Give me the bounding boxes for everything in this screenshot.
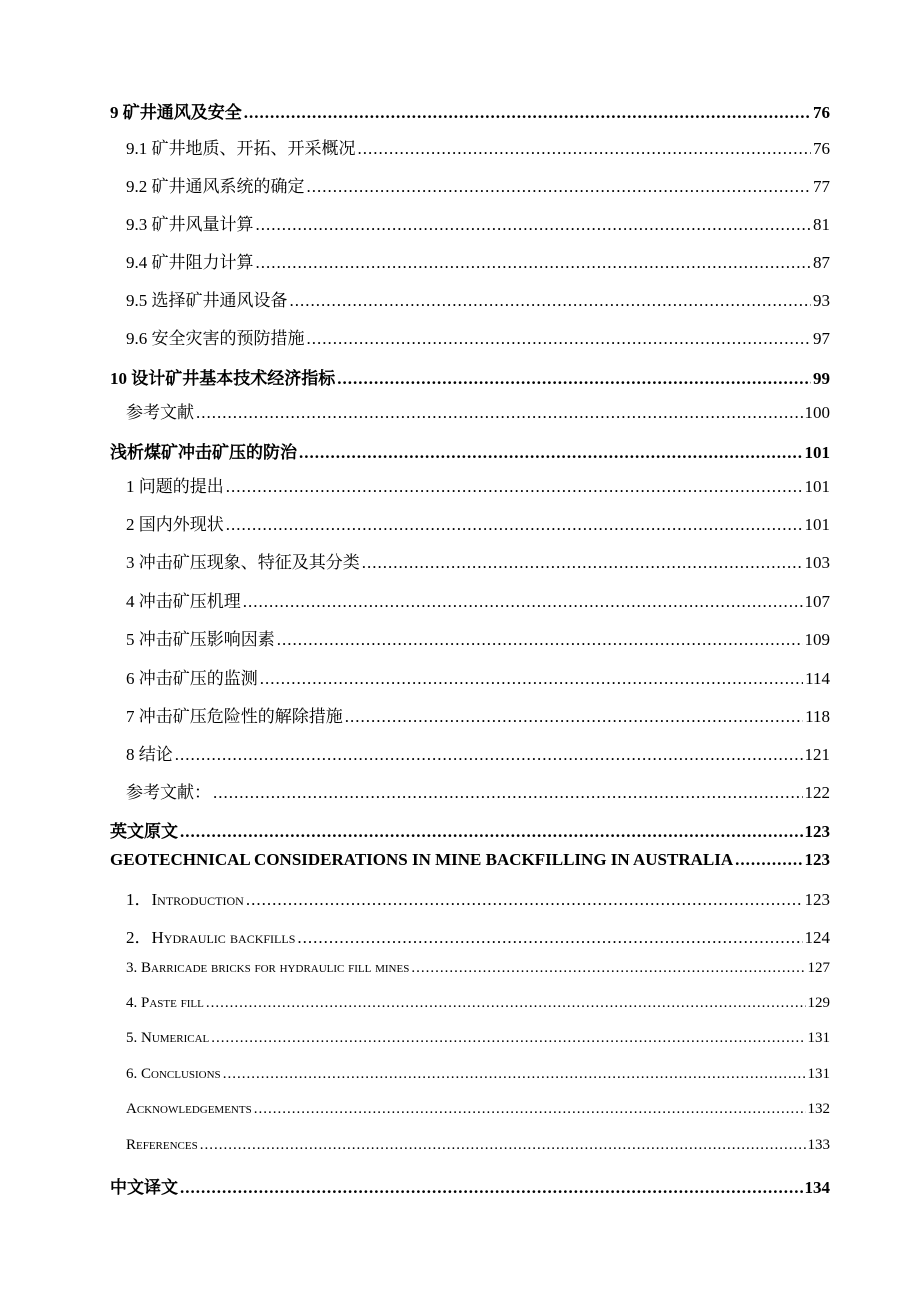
toc-entry-label: 6 冲击矿压的监测 xyxy=(126,669,258,688)
dot-leader xyxy=(180,822,803,842)
toc-entry[interactable] xyxy=(0,740,920,764)
dot-leader xyxy=(206,995,806,1012)
toc-entry[interactable] xyxy=(0,398,920,422)
toc-entry-page: 101 xyxy=(804,443,830,462)
toc-entry[interactable] xyxy=(0,1101,920,1125)
toc-entry-label: 5. Numerical xyxy=(126,1030,210,1046)
toc-entry[interactable] xyxy=(0,248,920,272)
toc-entry-label: 参考文献： xyxy=(126,783,211,802)
toc-entry[interactable] xyxy=(0,134,920,158)
dot-leader xyxy=(211,1030,805,1047)
toc-entry-label: 1．Introduction xyxy=(126,890,244,909)
dot-leader xyxy=(307,177,812,197)
toc-entry[interactable] xyxy=(0,210,920,234)
toc-entry[interactable] xyxy=(0,438,920,462)
toc-entry-page: 118 xyxy=(805,707,830,726)
toc-entry[interactable] xyxy=(0,286,920,310)
dot-leader xyxy=(307,329,812,349)
dot-leader xyxy=(246,890,803,910)
toc-entry[interactable] xyxy=(0,923,920,947)
toc-entry[interactable] xyxy=(0,817,920,841)
dot-leader xyxy=(735,850,802,870)
toc-entry-page: 122 xyxy=(804,783,830,802)
toc-entry-label: 4. Paste fill xyxy=(126,995,204,1011)
toc-entry-page: 123 xyxy=(804,890,830,909)
toc-entry-page: 134 xyxy=(804,1178,830,1197)
toc-entry-page: 97 xyxy=(813,329,830,348)
dot-leader xyxy=(277,630,803,650)
toc-entry-label: 2．Hydraulic backfills xyxy=(126,928,296,947)
toc-entry-page: 129 xyxy=(807,995,830,1011)
toc-entry[interactable] xyxy=(0,960,920,984)
dot-leader xyxy=(290,291,812,311)
toc-entry[interactable] xyxy=(0,885,920,909)
toc-entry[interactable] xyxy=(0,172,920,196)
toc-entry-label: 9.1 矿井地质、开拓、开采概况 xyxy=(126,139,356,158)
toc-entry-label: 中文译文 xyxy=(110,1178,178,1197)
toc-entry[interactable] xyxy=(0,587,920,611)
toc-entry-page: 99 xyxy=(813,369,830,388)
dot-leader xyxy=(256,253,812,273)
toc-entry[interactable] xyxy=(0,98,920,122)
toc-entry-label: References xyxy=(126,1137,198,1153)
toc-entry-page: 101 xyxy=(804,515,830,534)
toc-entry-page: 124 xyxy=(804,928,830,947)
dot-leader xyxy=(411,960,805,977)
toc-entry-label: 3 冲击矿压现象、特征及其分类 xyxy=(126,553,360,572)
toc-entry[interactable] xyxy=(0,778,920,802)
toc-entry[interactable] xyxy=(0,364,920,388)
dot-leader xyxy=(180,1178,803,1198)
toc-entry-page: 101 xyxy=(804,477,830,496)
toc-entry[interactable] xyxy=(0,324,920,348)
toc-entry-label: 4 冲击矿压机理 xyxy=(126,592,241,611)
dot-leader xyxy=(243,592,803,612)
toc-entry-page: 123 xyxy=(804,850,830,869)
toc-entry-label: 9.3 矿井风量计算 xyxy=(126,215,254,234)
toc-entry-page: 127 xyxy=(807,960,830,976)
toc-entry-label: 2 国内外现状 xyxy=(126,515,224,534)
toc-entry-page: 77 xyxy=(813,177,830,196)
dot-leader xyxy=(337,369,811,389)
toc-entry-label: 英文原文 xyxy=(110,822,178,841)
toc-entry-label: 浅析煤矿冲击矿压的防治 xyxy=(110,443,297,462)
toc-entry[interactable] xyxy=(0,1030,920,1054)
toc-entry-label: 9.4 矿井阻力计算 xyxy=(126,253,254,272)
toc-entry-page: 107 xyxy=(804,592,830,611)
toc-entry-label: 7 冲击矿压危险性的解除措施 xyxy=(126,707,343,726)
toc-entry[interactable] xyxy=(0,510,920,534)
dot-leader xyxy=(213,783,803,803)
dot-leader xyxy=(260,669,803,689)
toc-entry-page: 87 xyxy=(813,253,830,272)
toc-entry-page: 114 xyxy=(805,669,830,688)
toc-entry-label: 3. Barricade bricks for hydraulic fill mines xyxy=(126,960,410,976)
dot-leader xyxy=(244,103,811,123)
toc-entry[interactable] xyxy=(0,472,920,496)
dot-leader xyxy=(358,139,812,159)
toc-entry-page: 131 xyxy=(807,1030,830,1046)
toc-entry-page: 103 xyxy=(804,553,830,572)
dot-leader xyxy=(223,1066,806,1083)
dot-leader xyxy=(196,403,803,423)
dot-leader xyxy=(256,215,812,235)
toc-entry-page: 123 xyxy=(804,822,830,841)
toc-entry[interactable] xyxy=(0,1173,920,1197)
toc-entry[interactable] xyxy=(0,702,920,726)
toc-entry-label: 9.5 选择矿井通风设备 xyxy=(126,291,288,310)
toc-entry[interactable] xyxy=(0,1066,920,1090)
toc-entry-page: 76 xyxy=(813,139,830,158)
dot-leader xyxy=(226,515,803,535)
toc-entry-label: 5 冲击矿压影响因素 xyxy=(126,630,275,649)
toc-entry-label: 9 矿井通风及安全 xyxy=(110,103,242,122)
toc-entry-label: 1 问题的提出 xyxy=(126,477,224,496)
dot-leader xyxy=(200,1137,806,1154)
toc-entry-page: 100 xyxy=(804,403,830,422)
toc-entry-page: 131 xyxy=(807,1066,830,1082)
toc-entry-label: 6. Conclusions xyxy=(126,1066,221,1082)
toc-entry-page: 76 xyxy=(813,103,830,122)
toc-entry[interactable] xyxy=(0,664,920,688)
toc-entry-label: 9.6 安全灾害的预防措施 xyxy=(126,329,305,348)
toc-entry-label: Acknowledgements xyxy=(126,1101,252,1117)
dot-leader xyxy=(299,443,803,463)
toc-entry-page: 81 xyxy=(813,215,830,234)
toc-entry-page: 132 xyxy=(807,1101,830,1117)
dot-leader xyxy=(226,477,803,497)
toc-entry-page: 133 xyxy=(807,1137,830,1153)
toc-entry[interactable] xyxy=(0,548,920,572)
toc-entry-label: 参考文献 xyxy=(126,403,194,422)
toc-entry-label: GEOTECHNICAL CONSIDERATIONS IN MINE BACKFILLING IN AUSTRALIA xyxy=(110,850,734,869)
toc-entry[interactable] xyxy=(0,850,920,874)
toc-entry-page: 109 xyxy=(804,630,830,649)
toc-entry-page: 93 xyxy=(813,291,830,310)
toc-entry-label: 8 结论 xyxy=(126,745,173,764)
dot-leader xyxy=(345,707,803,727)
dot-leader xyxy=(254,1101,806,1118)
toc-entry[interactable] xyxy=(0,1137,920,1161)
dot-leader xyxy=(297,928,802,948)
dot-leader xyxy=(175,745,803,765)
toc-entry-label: 9.2 矿井通风系统的确定 xyxy=(126,177,305,196)
toc-entry[interactable] xyxy=(0,625,920,649)
dot-leader xyxy=(362,553,803,573)
toc-entry-page: 121 xyxy=(804,745,830,764)
toc-entry[interactable] xyxy=(0,995,920,1019)
toc-entry-label: 10 设计矿井基本技术经济指标 xyxy=(110,369,336,388)
